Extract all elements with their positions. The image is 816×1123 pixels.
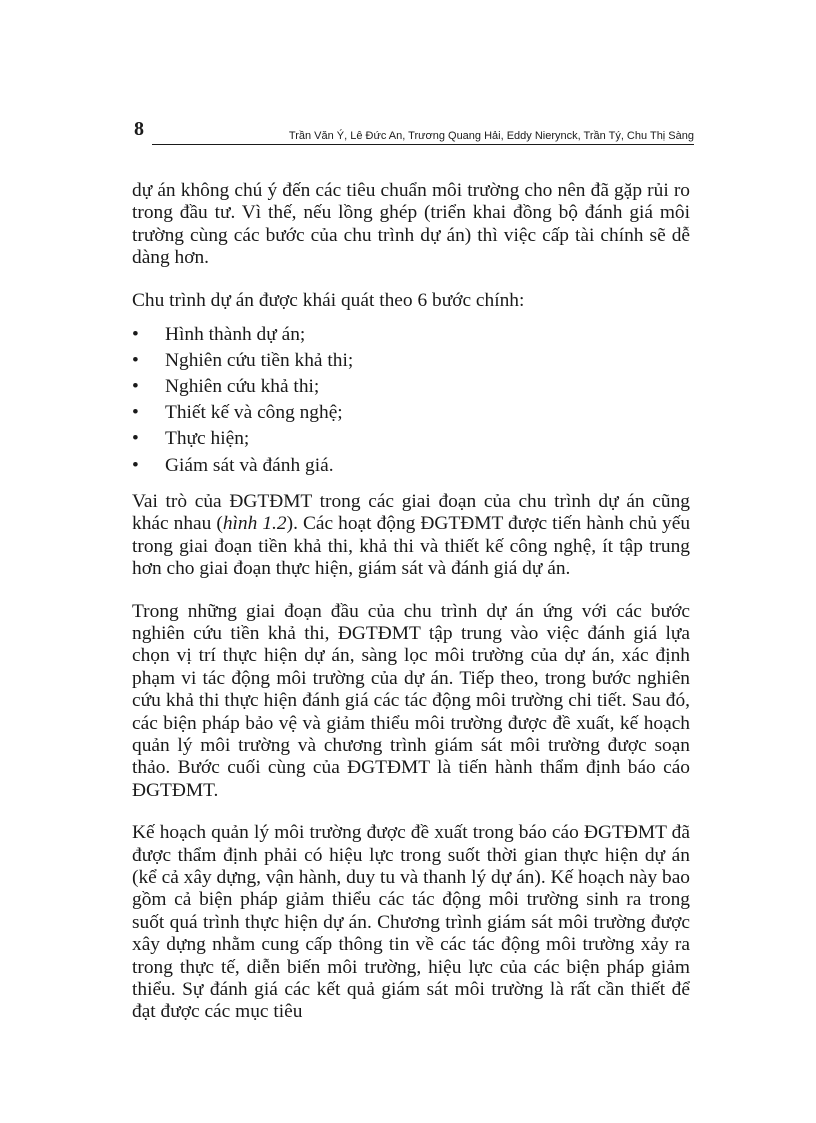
bullet-icon: • [132, 428, 139, 450]
list-item-text: Nghiên cứu tiền khả thi; [165, 350, 354, 372]
list-item-text: Thực hiện; [165, 428, 250, 450]
list-item [132, 324, 690, 346]
bullet-icon: • [132, 350, 139, 372]
figure-reference: hình 1.2 [222, 513, 287, 535]
bullet-icon: • [132, 324, 139, 346]
page-body [132, 180, 690, 1044]
list-item [132, 350, 690, 372]
bullet-icon: • [132, 454, 139, 476]
steps-list [132, 324, 690, 477]
list-item [132, 376, 690, 398]
bullet-icon: • [132, 376, 139, 398]
page-header [134, 118, 694, 148]
paragraph-2-text-b: ). Các hoạt động ĐGTĐMT được tiến hành chủ yếu trong giai đoạn tiền khả thi, khả thi và thiết kế công nghệ, ít tập trung hơn cho giai đoạn thực hiện, giám sát và đánh giá dự án. [132, 513, 691, 580]
steps-intro: Chu trình dự án được khái quát theo 6 bước chính: [132, 289, 525, 311]
bullet-icon: • [132, 402, 139, 424]
list-item-text: Nghiên cứu khả thi; [165, 376, 320, 398]
paragraph-1: dự án không chú ý đến các tiêu chuẩn môi trường cho nên đã gặp rủi ro trong đầu tư. Vì thế, nếu lồng ghép (triển khai đồng bộ đánh giá môi trường cùng các bước của chu trình dự án) thì việc cấp tài chính sẽ dễ dàng hơn. [132, 180, 690, 269]
list-item-text: Hình thành dự án; [165, 324, 306, 346]
list-item [132, 402, 690, 424]
paragraph-2 [132, 491, 690, 581]
paragraph-2-text-a: Vai trò của ĐGTĐMT trong các giai đoạn của chu trình dự án cũng khác nhau ( [132, 490, 690, 535]
list-item-text: Thiết kế và công nghệ; [165, 402, 343, 424]
paragraph-3: Trong những giai đoạn đầu của chu trình dự án ứng với các bước nghiên cứu tiền khả thi, ĐGTĐMT tập trung vào việc đánh giá lựa chọn vị trí thực hiện dự án, sàng lọc môi trường của dự án, xác định phạm vi tác động môi trường của dự án. Tiếp theo, trong bước nghiên cứu khả thi thực hiện đánh giá các tác động môi trường chi tiết. Sau đó, các biện pháp bảo vệ và giảm thiểu môi trường được đề xuất, kế hoạch quản lý môi trường và chương trình giám sát môi trường được soạn thảo. Bước cuối cùng của ĐGTĐMT là tiến hành thẩm định báo cáo ĐGTĐMT. [132, 600, 690, 801]
running-head-authors: Trần Văn Ý, Lê Đức An, Trương Quang Hải, Eddy Nierynck, Trần Tý, Chu Thị Sàng [288, 130, 694, 142]
paragraph-4: Kế hoạch quản lý môi trường được đề xuất trong báo cáo ĐGTĐMT đã được thẩm định phải có hiệu lực trong suốt thời gian thực hiện dự án (kể cả xây dựng, vận hành, duy tu và thanh lý dự án). Kế hoạch này bao gồm cả biện pháp giảm thiểu các tác động môi trường sinh ra trong suốt quá trình thực hiện dự án. Chương trình giám sát môi trường được xây dựng nhằm cung cấp thông tin về các tác động môi trường xảy ra trong thực tế, diễn biến môi trường, hiệu lực của các biện pháp giảm thiểu. Sự đánh giá các kết quả giám sát môi trường là rất cần thiết để đạt được các mục tiêu [132, 822, 690, 1023]
list-item [132, 455, 690, 477]
header-rule [152, 144, 694, 145]
list-item [132, 428, 690, 450]
list-item-text: Giám sát và đánh giá. [165, 454, 334, 476]
page-number: 8 [134, 118, 144, 140]
